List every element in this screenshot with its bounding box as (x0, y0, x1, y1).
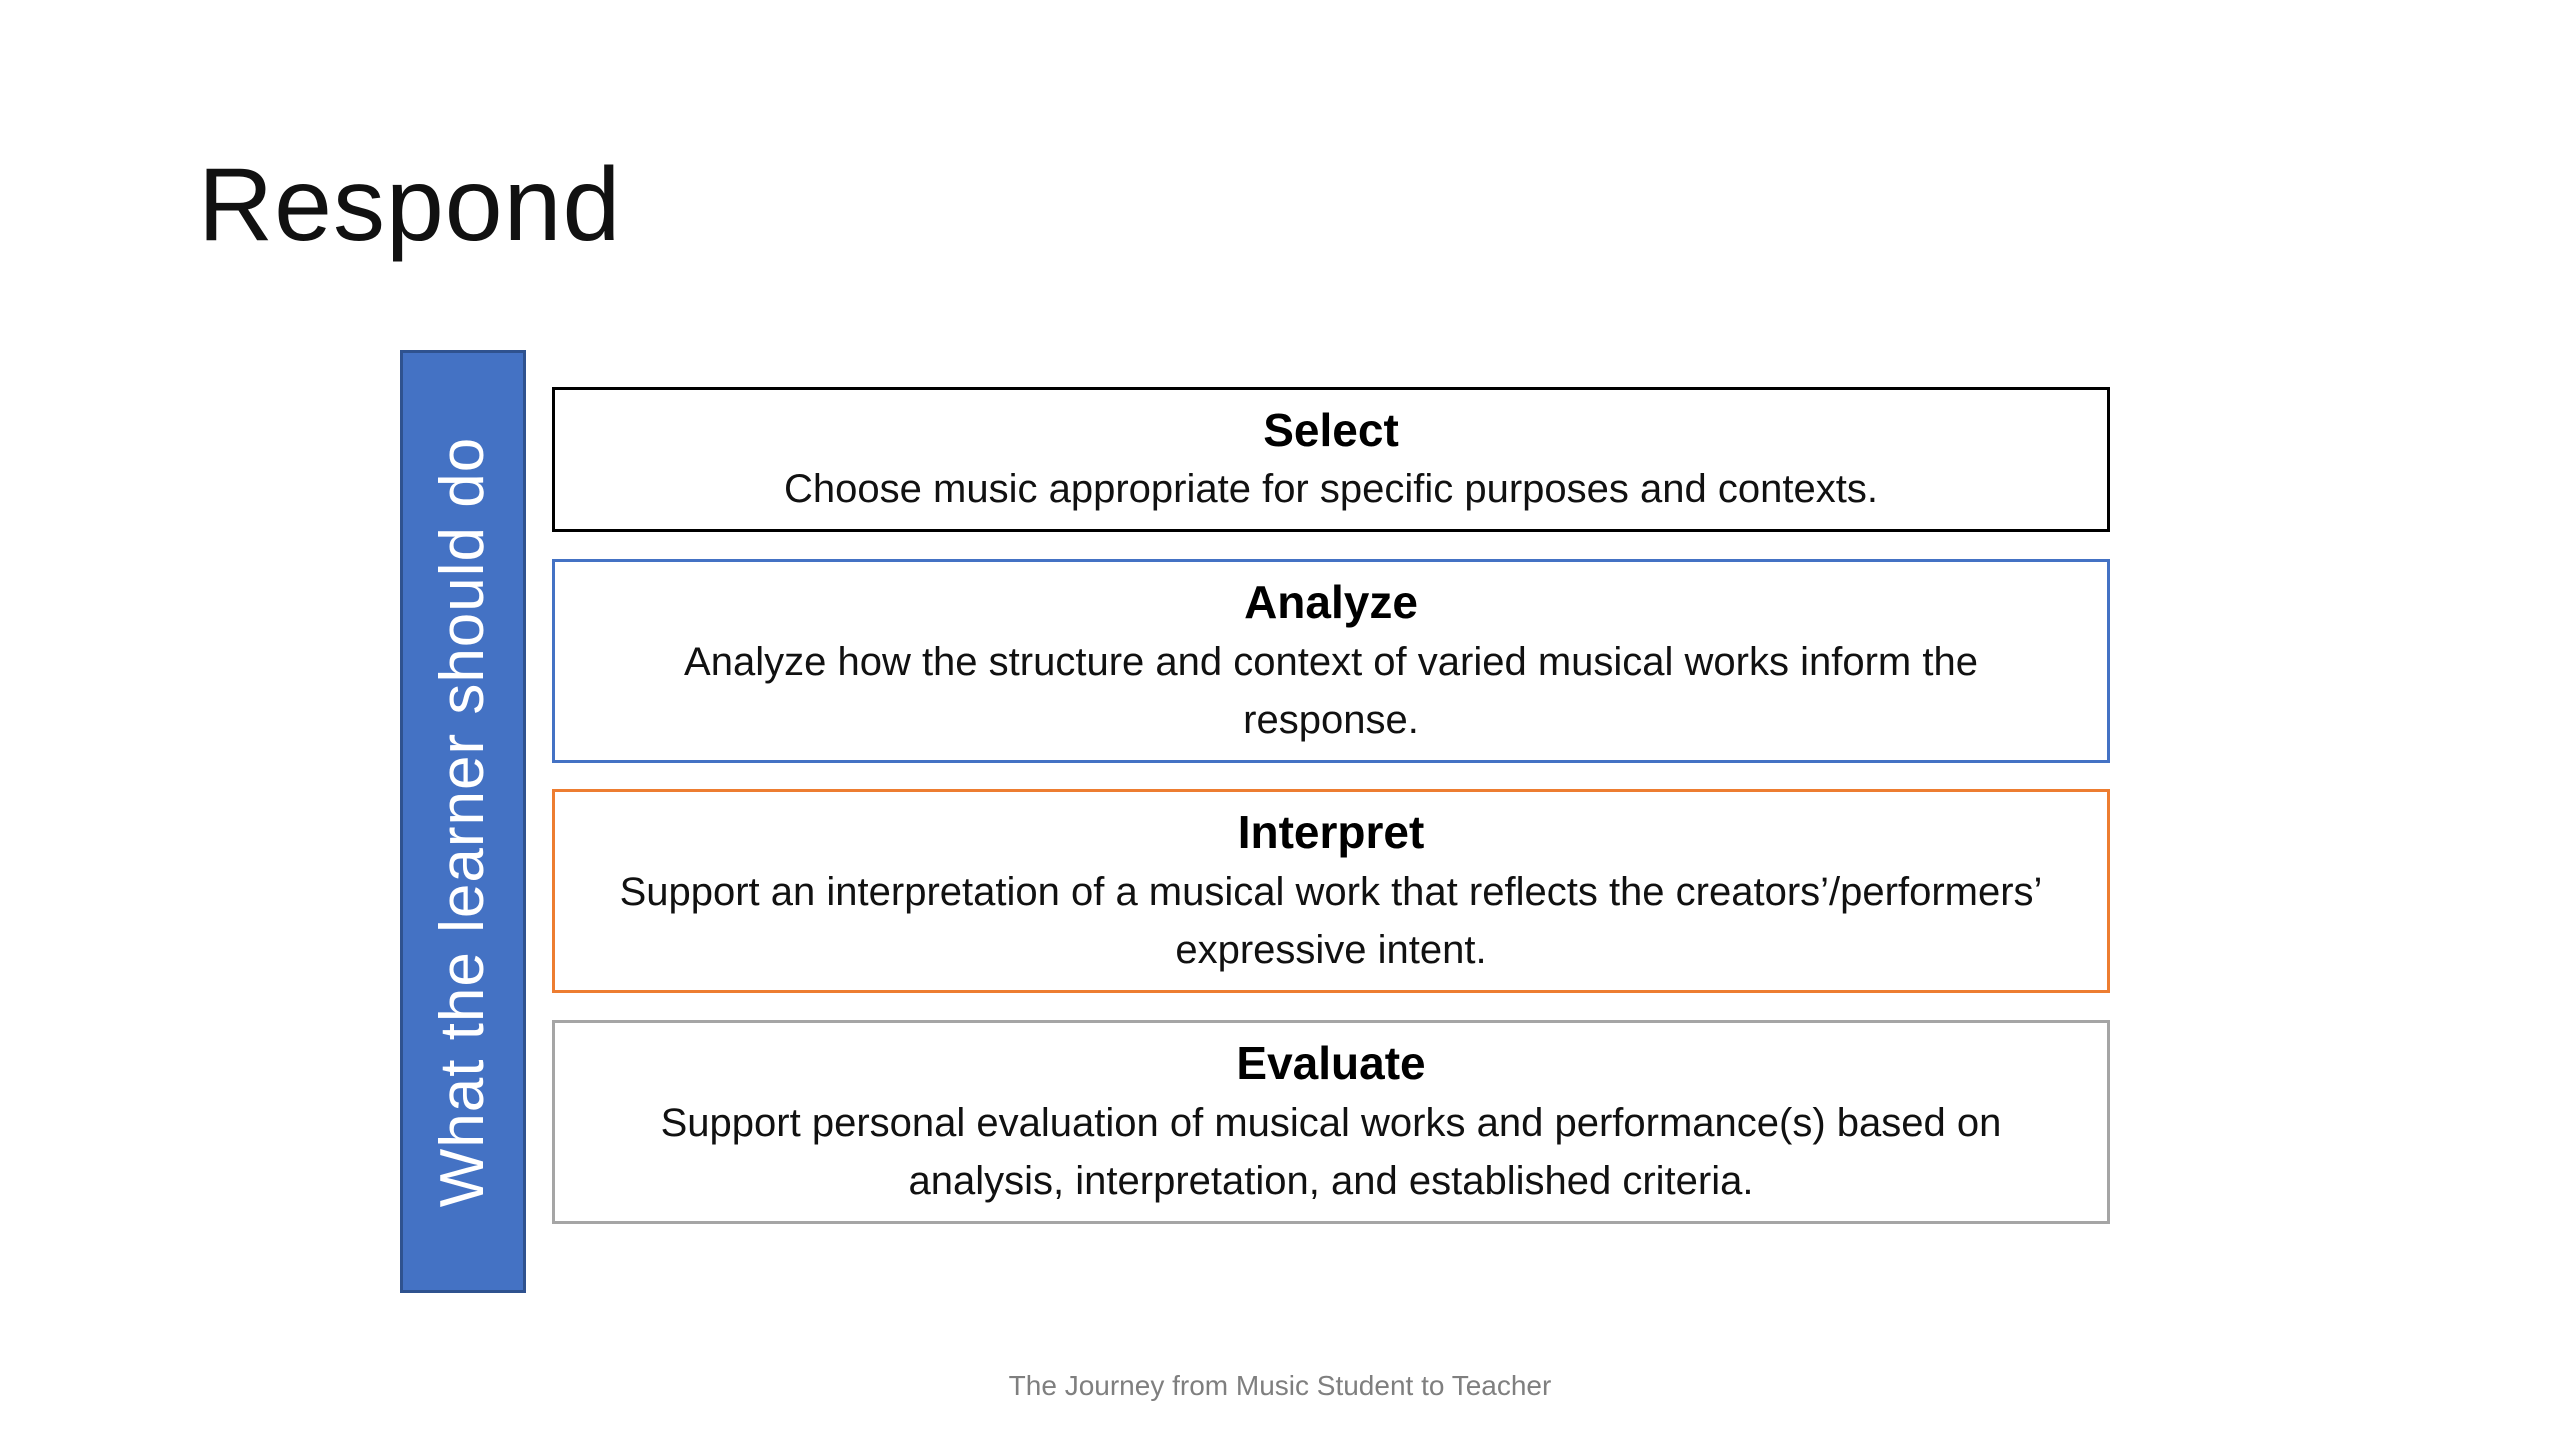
box-evaluate-description: Support personal evaluation of musical works and performance(s) based on analysis, interpretation, and established criteria. (660, 1100, 2002, 1203)
box-select (552, 387, 2110, 532)
box-analyze-description: Analyze how the structure and context of varied musical works inform the response. (684, 639, 1978, 742)
slide-footer: The Journey from Music Student to Teacher (1008, 1370, 1552, 1401)
side-label-bar (400, 350, 526, 1293)
box-interpret-description: Support an interpretation of a musical work that reflects the creators’/performers’ expressive intent. (619, 869, 2043, 972)
box-select-heading: Select (1263, 403, 1399, 456)
box-interpret-heading: Interpret (1237, 806, 1425, 859)
box-analyze-heading: Analyze (1244, 576, 1418, 629)
box-select-description: Choose music appropriate for specific purposes and contexts. (784, 467, 1878, 512)
box-evaluate (552, 1020, 2110, 1224)
box-interpret (552, 789, 2110, 993)
side-label-text: What the learner should do (428, 436, 497, 1207)
box-evaluate-heading: Evaluate (1236, 1037, 1426, 1090)
slide-title: Respond (198, 147, 622, 263)
box-analyze (552, 559, 2110, 763)
